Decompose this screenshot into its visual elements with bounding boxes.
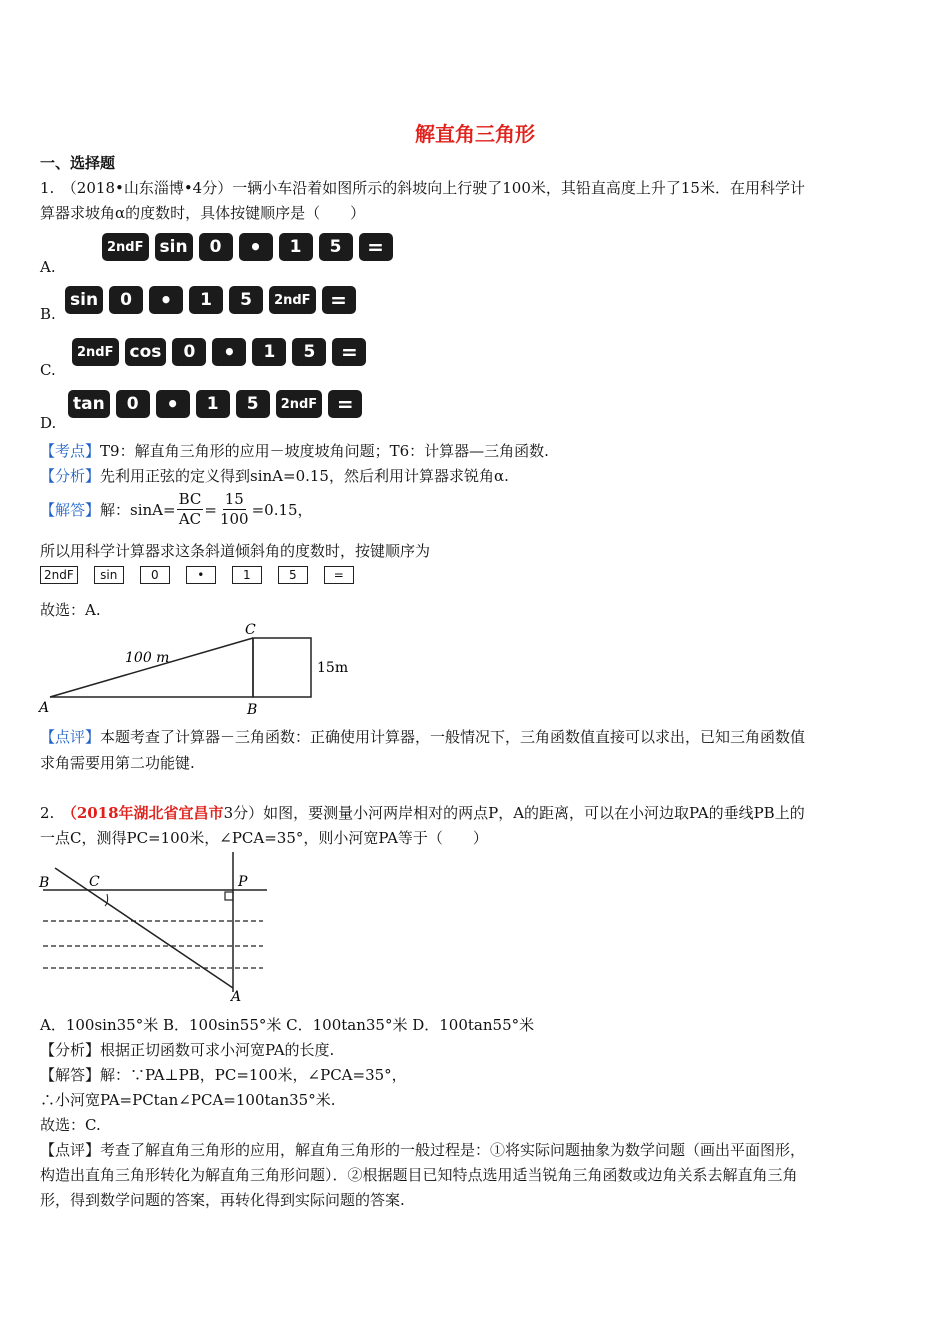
- fraction-15-100: $\frac{15}{100}$: [219, 490, 249, 528]
- slope-hypotenuse: [50, 638, 253, 697]
- jieda-post: =0.15，: [251, 501, 313, 519]
- second-function-key: 2ndF: [269, 286, 316, 314]
- digit-5-key: 5: [319, 233, 353, 261]
- decimal-point-key: •: [149, 286, 183, 314]
- q2-choose: 故选：C.: [40, 1116, 101, 1134]
- fenxi-tag: 【分析】: [40, 467, 101, 485]
- jieda-pre: 解：sinA=: [100, 501, 176, 519]
- digit-0-key: 0: [116, 390, 150, 418]
- equals-key: =: [359, 233, 393, 261]
- cos-key: cos: [125, 338, 167, 366]
- answer-equals-key: =: [324, 566, 354, 584]
- digit-1-key: 1: [189, 286, 223, 314]
- slope-figure: [35, 620, 365, 720]
- answer-digit-5-key: 5: [278, 566, 308, 584]
- option-c-label: C.: [40, 361, 56, 379]
- q2-stem-line2: 一点C，测得PC=100米，∠PCA=35°，则小河宽PA等于（ ）: [40, 829, 488, 847]
- sin-key: sin: [65, 286, 103, 314]
- point-a-label: A: [231, 989, 242, 1005]
- point-c-label: C: [245, 622, 256, 638]
- fenxi-text: 先利用正弦的定义得到sinA=0.15，然后利用计算器求锐角α.: [100, 467, 509, 485]
- digit-0-key: 0: [172, 338, 206, 366]
- point-p-label: P: [238, 874, 248, 890]
- q2-fenxi: 【分析】根据正切函数可求小河宽PA的长度.: [40, 1041, 335, 1059]
- digit-1-key: 1: [196, 390, 230, 418]
- digit-5-key: 5: [229, 286, 263, 314]
- option-a-keys: [102, 233, 393, 261]
- second-function-key: 2ndF: [72, 338, 119, 366]
- dianping-tag: 【点评】: [40, 728, 101, 746]
- option-d-label: D.: [40, 414, 57, 432]
- q2-dianping-line2: 构造出直角三角形转化为解直角三角形问题）．②根据题目已知特点选用适当锐角三角函数或边角关系去解直角三角: [40, 1166, 798, 1184]
- kaodian-text: T9：解直角三角形的应用－坡度坡角问题；T6：计算器—三角函数.: [100, 442, 549, 460]
- q2-stem-line1: [40, 802, 805, 823]
- point-b-label: B: [247, 702, 258, 718]
- q1-order-text: 所以用科学计算器求这条斜道倾斜角的度数时，按键顺序为: [40, 542, 431, 560]
- answer-digit-1-key: 1: [232, 566, 262, 584]
- second-function-key: 2ndF: [102, 233, 149, 261]
- q2-jieda: 【解答】解：∵PA⊥PB，PC=100米，∠PCA=35°，: [40, 1066, 407, 1084]
- answer-digit-0-key: 0: [140, 566, 170, 584]
- q1-stem-line1: 1. （2018•山东淄博•4分）一辆小车沿着如图所示的斜坡向上行驶了100米，其铅直高度上升了15米．在用科学计: [40, 179, 805, 197]
- decimal-point-key: •: [156, 390, 190, 418]
- q2-number: 2.: [40, 804, 70, 822]
- jieda-tag: 【解答】: [40, 501, 101, 519]
- digit-0-key: 0: [109, 286, 143, 314]
- section-heading: 一、选择题: [40, 154, 116, 172]
- option-d-keys: [68, 390, 362, 418]
- equals-key: =: [328, 390, 362, 418]
- decimal-point-key: •: [239, 233, 273, 261]
- dianping-text: 本题考查了计算器－三角函数：正确使用计算器，一般情况下，三角函数值直接可以求出，已知三角函数值: [100, 728, 806, 746]
- q1-fenxi: [40, 465, 509, 486]
- answer-sin-key: sin: [94, 566, 124, 584]
- q2-therefore: ∴小河宽PA=PCtan∠PCA=100tan35°米.: [40, 1091, 336, 1109]
- q1-kaodian: [40, 440, 549, 461]
- option-b-label: B.: [40, 305, 56, 323]
- point-b-label: B: [39, 875, 50, 891]
- q1-small-keys: [40, 566, 354, 584]
- equals-key: =: [322, 286, 356, 314]
- height-label: 15m: [317, 660, 349, 676]
- kaodian-tag: 【考点】: [40, 442, 101, 460]
- q2-stem-rest: 3分）如图，要测量小河两岸相对的两点P，A的距离，可以在小河边取PA的垂线PB上的: [223, 804, 805, 822]
- decimal-point-key: •: [212, 338, 246, 366]
- option-b-keys: [65, 286, 356, 314]
- answer-decimal-point-key: •: [186, 566, 216, 584]
- q2-dianping-line3: 形，得到数学问题的答案，再转化得到实际问题的答案.: [40, 1191, 405, 1209]
- fraction-bc-ac: $\frac{BC}{AC}$: [178, 490, 202, 528]
- point-a-label: A: [39, 700, 50, 716]
- digit-1-key: 1: [279, 233, 313, 261]
- q2-source: （2018年湖北省宜昌市: [69, 804, 224, 822]
- answer-second-function-key: 2ndF: [40, 566, 78, 584]
- q1-stem-line2: 算器求坡角α的度数时，具体按键顺序是（ ）: [40, 204, 366, 222]
- q1-dianping-line2: 求角需要用第二功能键.: [40, 754, 195, 772]
- digit-1-key: 1: [252, 338, 286, 366]
- page-title: 解直角三角形: [415, 122, 535, 146]
- option-a-label: A.: [40, 258, 56, 276]
- q2-dianping-line1: 【点评】考查了解直角三角形的应用，解直角三角形的一般过程是：①将实际问题抽象为数学问题（画出平面图形，: [40, 1141, 806, 1159]
- q1-choose: 故选：A.: [40, 601, 101, 619]
- angle-arc: [105, 894, 108, 906]
- q1-jieda: [40, 490, 313, 529]
- digit-5-key: 5: [236, 390, 270, 418]
- sin-key: sin: [155, 233, 193, 261]
- second-function-key: 2ndF: [276, 390, 323, 418]
- point-c-label: C: [89, 874, 100, 890]
- equals-sign: =: [204, 500, 217, 519]
- digit-0-key: 0: [199, 233, 233, 261]
- hyp-label: 100 m: [125, 650, 170, 666]
- tan-key: tan: [68, 390, 110, 418]
- equals-key: =: [332, 338, 366, 366]
- river-figure: [35, 850, 285, 1005]
- digit-5-key: 5: [292, 338, 326, 366]
- q2-options: A．100sin35°米 B．100sin55°米 C．100tan35°米 D．100tan55°米: [40, 1016, 535, 1034]
- option-c-keys: [72, 338, 366, 366]
- q1-dianping-line1: [40, 726, 805, 747]
- line-ca: [55, 868, 233, 988]
- right-angle-mark: [225, 892, 233, 900]
- height-box: [253, 638, 311, 697]
